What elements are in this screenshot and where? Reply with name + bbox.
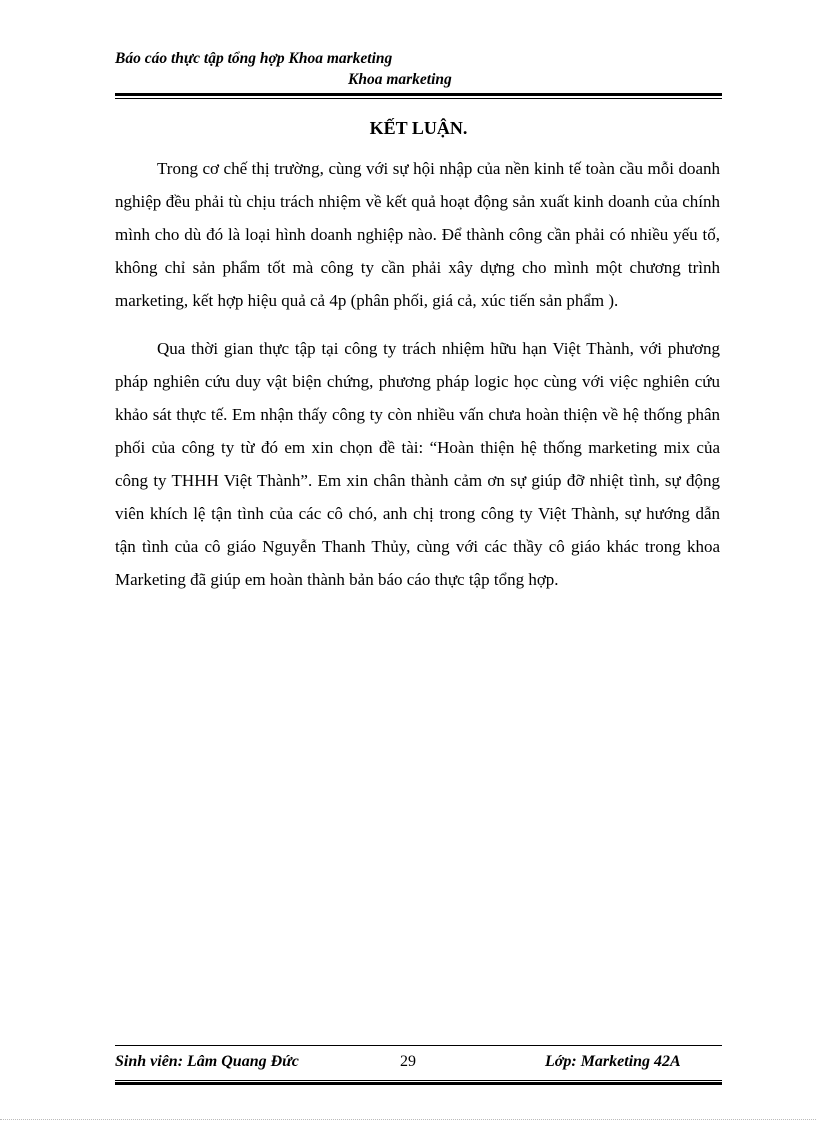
page-header: [115, 48, 722, 90]
paragraph-2: Qua thời gian thực tập tại công ty trách nhiệm hữu hạn Việt Thành, với phương pháp nghiên cứu duy vật biện chứng, phương pháp logic học cùng với việc nghiên cứu khảo sát thực tế. Em nhận thấy công ty còn nhiều vấn chưa hoàn thiện về hệ thống phân phối của công ty từ đó em xin chọn đề tài: “Hoàn thiện hệ thống marketing mix của công ty THHH Việt Thành”. Em xin chân thành cảm ơn sự giúp đỡ nhiệt tình, sự động viên khích lệ tận tình của các cô chó, anh chị trong công ty Việt Thành, sự hướng dẫn tận tình của cô giáo Nguyễn Thanh Thủy, cùng với các thầy cô giáo khác trong khoa Marketing đã giúp em hoàn thành bản báo cáo thực tập tổng hợp.: [115, 339, 720, 589]
header-department: Khoa marketing: [348, 71, 452, 88]
section-title: KẾT LUẬN.: [369, 118, 468, 138]
page-number: 29: [400, 1053, 416, 1070]
header-report-title: Báo cáo thực tập tổng hợp Khoa marketing: [115, 50, 393, 67]
footer-rule-bottom: [115, 1080, 722, 1085]
page-edge-divider: [0, 1119, 816, 1120]
paragraph-1: Trong cơ chế thị trường, cùng với sự hội nhập của nền kinh tế toàn cầu mỗi doanh nghiệp đều phải tù chịu trách nhiệm về kết quả hoạt động sản xuất kinh doanh của chính mình cho dù đó là loại hình doanh nghiệp nào. Để thành công cần phải có nhiều yếu tố, không chỉ sản phẩm tốt mà công ty cần phải xây dựng cho mình một chương trình marketing, kết hợp hiệu quả cả 4p (phân phối, giá cả, xúc tiến sản phẩm ).: [115, 159, 720, 310]
page-footer: [115, 1053, 722, 1077]
footer-rule-top: [115, 1045, 722, 1046]
header-rule: [115, 93, 722, 99]
footer-class: Lớp: Marketing 42A: [545, 1053, 681, 1070]
footer-student: Sinh viên: Lâm Quang Đức: [115, 1053, 299, 1070]
body-text: [115, 152, 720, 596]
